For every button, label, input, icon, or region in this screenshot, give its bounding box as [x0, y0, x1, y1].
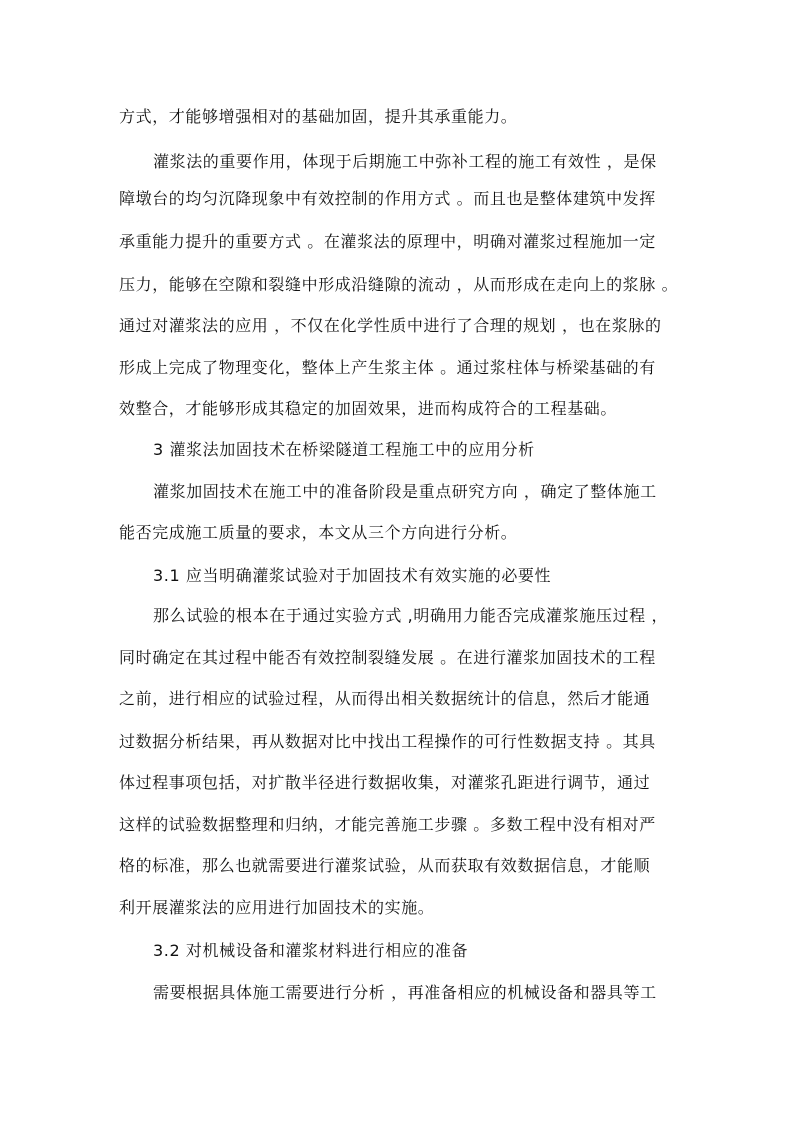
section-heading-3-2: 3.2 对机械设备和灌浆材料进行相应的准备	[153, 941, 469, 960]
text-line-11: 能否完成施工质量的要求，本文从三个方向进行分析。	[119, 523, 518, 542]
text-line-18: 这样的试验数据整理和归纳，才能完善施工步骤 。多数工程中没有相对严	[119, 815, 656, 834]
text-line-14: 同时确定在其过程中能否有效控制裂缝发展 。在进行灌浆加固技术的工程	[119, 648, 656, 667]
text-line-1: 方式，才能够增强相对的基础加固，提升其承重能力。	[119, 107, 518, 126]
text-line-2: 灌浆法的重要作用，体现于后期施工中弥补工程的施工有效性 ，是保	[153, 152, 657, 171]
text-line-15: 之前，进行相应的试验过程，从而得出相关数据统计的信息，然后才能通	[119, 689, 651, 708]
text-line-4: 承重能力提升的重要方式 。在灌浆法的原理中，明确对灌浆过程施加一定	[119, 232, 656, 251]
text-line-7: 形成上完成了物理变化，整体上产生浆主体 。通过浆柱体与桥梁基础的有	[119, 358, 656, 377]
text-line-20: 利开展灌浆法的应用进行加固技术的实施。	[119, 898, 435, 917]
text-line-17: 体过程事项包括，对扩散半径进行数据收集，对灌浆孔距进行调节，通过	[119, 773, 651, 792]
text-line-22: 需要根据具体施工需要进行分析 ，再准备相应的机械设备和器具等工	[153, 983, 657, 1002]
text-line-3: 障墩台的均匀沉降现象中有效控制的作用方式 。而且也是整体建筑中发挥	[119, 189, 656, 208]
text-line-10: 灌浆加固技术在施工中的准备阶段是重点研究方向 ，确定了整体施工	[153, 482, 657, 501]
text-line-16: 过数据分析结果，再从数据对比中找出工程操作的可行性数据支持 。其具	[119, 732, 656, 751]
text-line-6: 通过对灌浆法的应用 ，不仅在化学性质中进行了合理的规划 ，也在浆脉的	[119, 316, 662, 335]
text-line-8: 效整合，才能够形成其稳定的加固效果，进而构成符合的工程基础。	[119, 399, 618, 418]
text-line-13: 那么试验的根本在于通过实验方式 ,明确用力能否完成灌浆施压过程 ，	[153, 606, 669, 625]
text-line-5: 压力，能够在空隙和裂缝中形成沿缝隙的流动 ，从而形成在走向上的浆脉 。	[119, 275, 679, 294]
section-heading-3: 3 灌浆法加固技术在桥梁隧道工程施工中的应用分析	[153, 440, 535, 459]
section-heading-3-1: 3.1 应当明确灌浆试验对于加固技术有效实施的必要性	[153, 566, 552, 585]
text-line-19: 格的标准，那么也就需要进行灌浆试验，从而获取有效数据信息，才能顺	[119, 856, 651, 875]
